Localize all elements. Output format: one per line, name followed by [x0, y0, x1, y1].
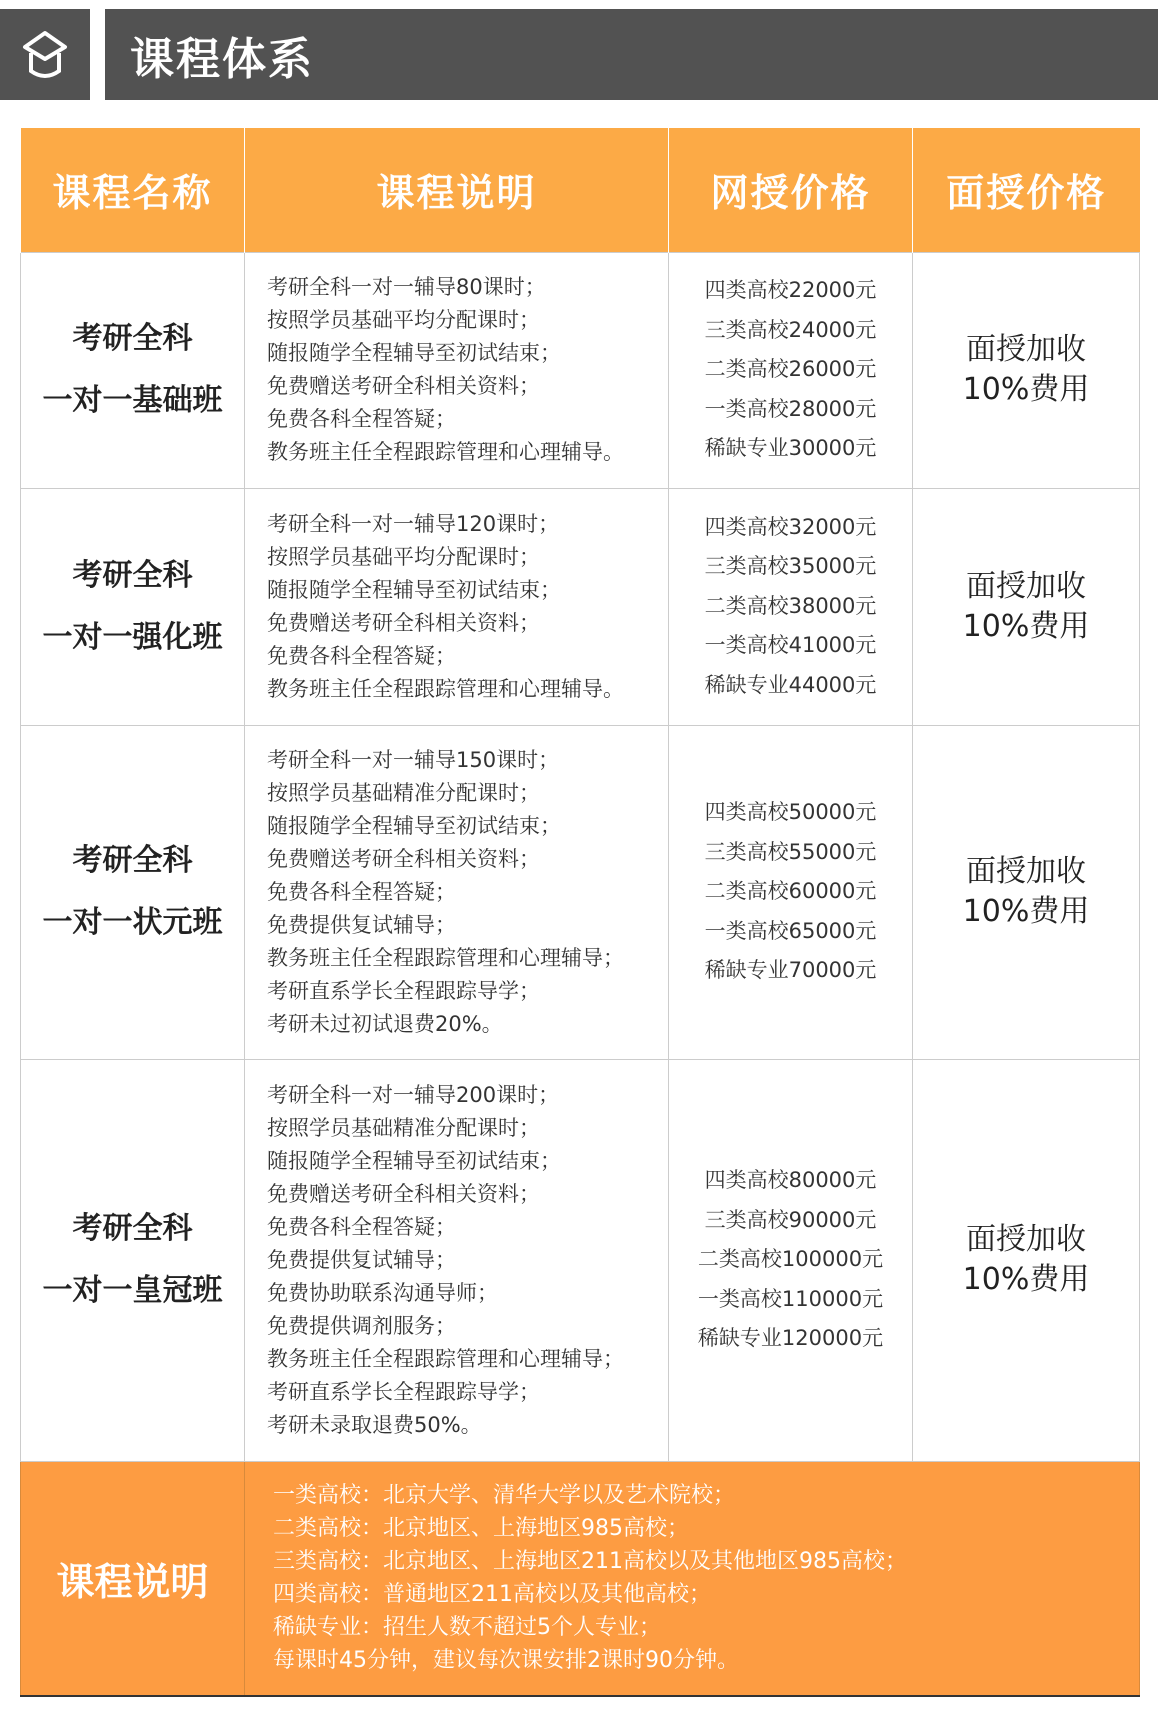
- offline-price-line: 10%费用: [962, 372, 1090, 407]
- online-price-line: 二类高校38000元: [704, 593, 877, 618]
- course-description-line: 考研直系学长全程跟踪导学；: [267, 978, 540, 1003]
- course-name-line: 考研全科: [72, 321, 193, 356]
- course-description-line: 随报随学全程辅导至初试结束；: [267, 813, 561, 838]
- footer-notes-line: 每课时45分钟，建议每次课安排2课时90分钟。: [273, 1648, 739, 1674]
- footer-notes-line: 一类高校：北京大学、清华大学以及艺术院校；: [273, 1483, 736, 1509]
- page-title: 课程体系: [130, 33, 314, 85]
- table-row: [21, 725, 1140, 1059]
- online-price-line: 二类高校100000元: [697, 1247, 884, 1272]
- table-header-row: [21, 128, 1140, 252]
- course-name-line: 一对一状元班: [42, 905, 223, 940]
- course-description-line: 免费赠送考研全科相关资料；: [267, 610, 540, 635]
- column-header: 网授价格: [669, 128, 913, 252]
- course-description-line: 教务班主任全程跟踪管理和心理辅导；: [267, 1346, 624, 1371]
- course-description-line: 按照学员基础精准分配课时；: [267, 780, 540, 805]
- course-name-line: 一对一强化班: [42, 619, 223, 655]
- online-price-line: 三类高校90000元: [704, 1207, 877, 1232]
- course-description-line: 考研全科一对一辅导80课时；: [267, 275, 546, 299]
- offline-price-line: 10%费用: [962, 608, 1090, 644]
- footer-label: 课程说明: [21, 1461, 245, 1696]
- course-name: [21, 725, 245, 1059]
- course-description-line: 免费各科全程答疑；: [267, 643, 456, 668]
- offline-price: [913, 725, 1140, 1059]
- header-icon-box: [0, 9, 90, 100]
- course-description-line: 随报随学全程辅导至初试结束；: [267, 577, 561, 602]
- course-description: [245, 725, 669, 1059]
- course-name: [21, 1059, 245, 1461]
- course-description: [245, 252, 669, 488]
- course-name: [21, 488, 245, 725]
- course-description-line: 免费各科全程答疑；: [267, 1214, 456, 1239]
- online-price: [669, 488, 913, 725]
- offline-price-line: 面授加收: [966, 332, 1086, 367]
- offline-price-line: 10%费用: [962, 894, 1090, 929]
- offline-price-line: 面授加收: [966, 1222, 1086, 1257]
- course-name-line: 一对一皇冠班: [42, 1273, 223, 1308]
- online-price: [669, 725, 913, 1059]
- online-price-line: 一类高校41000元: [704, 633, 877, 658]
- online-price-line: 四类高校50000元: [704, 800, 877, 825]
- column-header: 面授价格: [913, 128, 1140, 252]
- online-price-line: 稀缺专业120000元: [697, 1326, 884, 1351]
- online-price-line: 四类高校22000元: [704, 278, 877, 303]
- course-description-line: 考研未过初试退费20%。: [267, 1011, 503, 1036]
- footer-notes-line: 四类高校：普通地区211高校以及其他高校；: [273, 1582, 711, 1608]
- course-description-line: 随报随学全程辅导至初试结束；: [267, 1148, 561, 1173]
- course-description-line: 教务班主任全程跟踪管理和心理辅导；: [267, 945, 624, 970]
- column-header: 课程说明: [245, 128, 669, 252]
- course-description-line: 考研全科一对一辅导200课时；: [267, 1082, 560, 1107]
- course-description-line: 免费提供复试辅导；: [267, 912, 456, 937]
- table-row: [21, 252, 1140, 488]
- graduation-cap-icon: [17, 27, 73, 83]
- course-description-line: 免费赠送考研全科相关资料；: [267, 1181, 540, 1206]
- online-price-line: 一类高校110000元: [697, 1286, 884, 1311]
- offline-price: [913, 488, 1140, 725]
- course-name-line: 一对一基础班: [42, 383, 223, 418]
- online-price: [669, 252, 913, 488]
- course-name-line: 考研全科: [72, 843, 193, 878]
- footer-row: [21, 1461, 1140, 1696]
- course-description-line: 教务班主任全程跟踪管理和心理辅导。: [267, 676, 624, 701]
- course-description-line: 考研全科一对一辅导150课时；: [267, 747, 560, 772]
- course-description: [245, 488, 669, 725]
- online-price-line: 四类高校80000元: [704, 1168, 877, 1193]
- offline-price-line: 面授加收: [966, 854, 1086, 889]
- offline-price-line: 10%费用: [962, 1262, 1090, 1297]
- course-description: [245, 1059, 669, 1461]
- column-header: 课程名称: [21, 128, 245, 252]
- header-title-bar: [105, 9, 1158, 100]
- course-description-line: 免费提供复试辅导；: [267, 1247, 456, 1272]
- course-name-line: 考研全科: [72, 1211, 193, 1246]
- table-row: [21, 1059, 1140, 1461]
- course-description-line: 免费赠送考研全科相关资料；: [267, 374, 540, 398]
- course-description-line: 按照学员基础平均分配课时；: [267, 544, 540, 569]
- offline-price: [913, 1059, 1140, 1461]
- footer-notes-line: 稀缺专业：招生人数不超过5个人专业；: [273, 1615, 661, 1641]
- online-price-line: 稀缺专业44000元: [704, 672, 877, 697]
- online-price-line: 一类高校65000元: [704, 918, 877, 943]
- course-description-line: 按照学员基础精准分配课时；: [267, 1115, 540, 1140]
- course-description-line: 免费各科全程答疑；: [267, 407, 456, 431]
- online-price-line: 三类高校35000元: [704, 554, 877, 579]
- footer-notes-line: 三类高校：北京地区、上海地区211高校以及其他地区985高校；: [273, 1549, 907, 1575]
- online-price-line: 稀缺专业30000元: [704, 436, 877, 461]
- course-description-line: 教务班主任全程跟踪管理和心理辅导。: [267, 440, 624, 464]
- online-price-line: 三类高校55000元: [704, 839, 877, 864]
- course-description-line: 免费提供调剂服务；: [267, 1313, 456, 1338]
- online-price-line: 一类高校28000元: [704, 396, 877, 421]
- course-description-line: 考研直系学长全程跟踪导学；: [267, 1379, 540, 1404]
- footer-notes-line: 二类高校：北京地区、上海地区985高校；: [273, 1516, 689, 1542]
- course-table: [20, 128, 1140, 1697]
- course-name: [21, 252, 245, 488]
- offline-price: [913, 252, 1140, 488]
- course-name-line: 考研全科: [72, 557, 193, 593]
- online-price-line: 四类高校32000元: [704, 514, 877, 539]
- course-description-line: 考研全科一对一辅导120课时；: [267, 511, 560, 536]
- online-price-line: 二类高校60000元: [704, 879, 877, 904]
- footer-notes: [245, 1461, 1140, 1696]
- online-price-line: 稀缺专业70000元: [704, 958, 877, 983]
- offline-price-line: 面授加收: [966, 568, 1086, 604]
- course-description-line: 免费协助联系沟通导师；: [267, 1280, 498, 1305]
- online-price-line: 二类高校26000元: [704, 357, 877, 382]
- online-price: [669, 1059, 913, 1461]
- course-description-line: 免费赠送考研全科相关资料；: [267, 846, 540, 871]
- course-description-line: 考研未录取退费50%。: [267, 1412, 482, 1437]
- course-description-line: 随报随学全程辅导至初试结束；: [267, 341, 561, 365]
- course-description-line: 按照学员基础平均分配课时；: [267, 308, 540, 332]
- online-price-line: 三类高校24000元: [704, 317, 877, 342]
- course-description-line: 免费各科全程答疑；: [267, 879, 456, 904]
- table-row: [21, 488, 1140, 725]
